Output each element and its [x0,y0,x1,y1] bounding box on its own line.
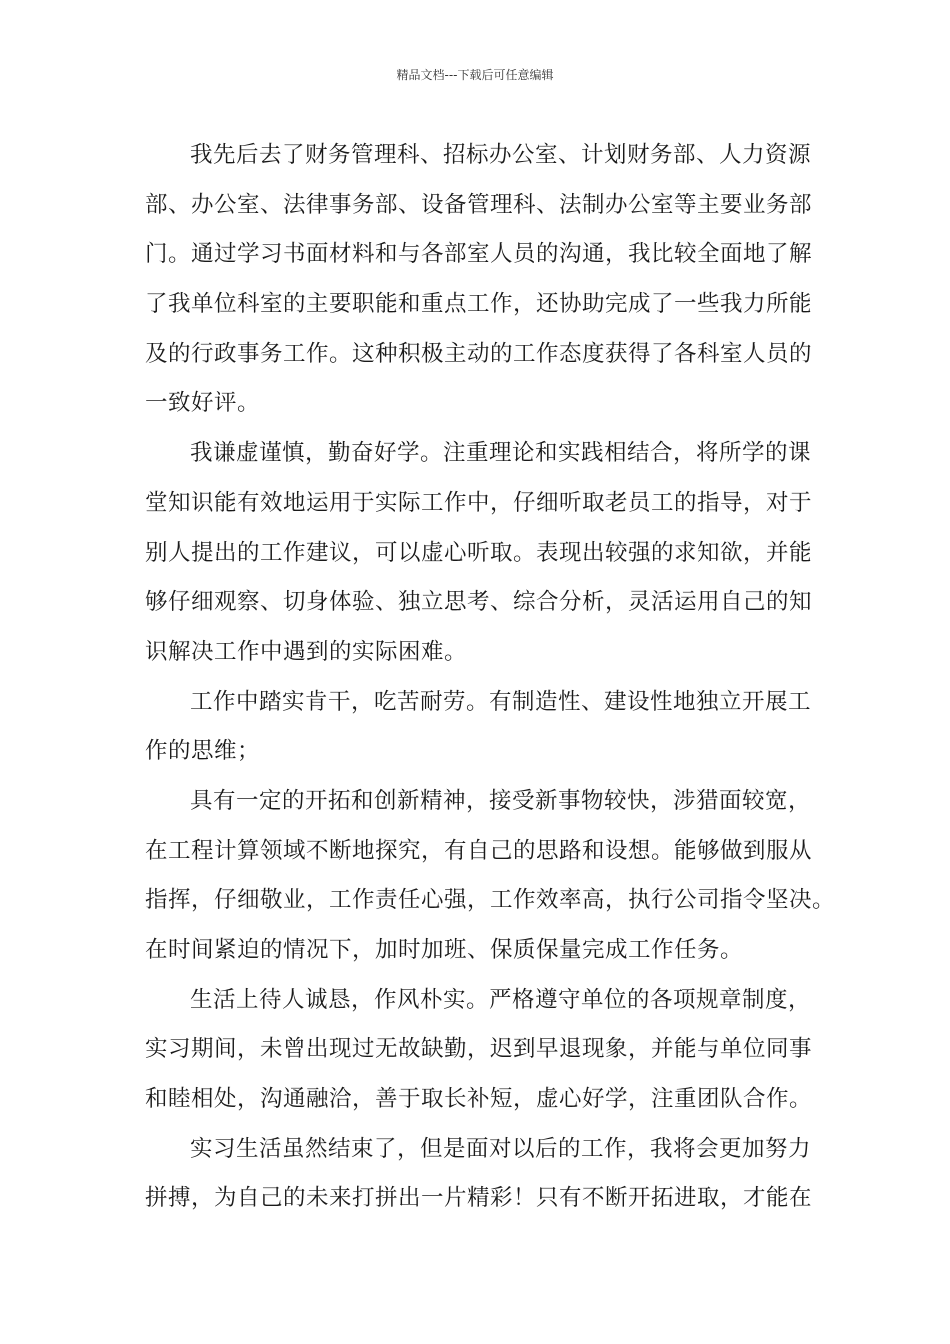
text-line: 一致好评。 [145,390,261,417]
text-line: 在工程计算领域不断地探究，有自己的思路和设想。能够做到服从 [145,837,813,864]
text-line: 识解决工作中遇到的实际困难。 [145,638,468,665]
text-line: 拼搏，为自己的未来打拼出一片精彩！只有不断开拓进取，才能在 [145,1185,813,1212]
text-line: 及的行政事务工作。这种积极主动的工作态度获得了各科室人员的 [145,340,813,367]
text-line: 具有一定的开拓和创新精神，接受新事物较快，涉猎面较宽， [190,787,812,814]
text-line: 我先后去了财务管理科、招标办公室、计划财务部、人力资源 [190,142,812,168]
text-line: 实习期间，未曾出现过无故缺勤，迟到早退现象，并能与单位同事 [145,1036,813,1063]
text-line: 在时间紧迫的情况下，加时加班、保质保量完成工作任务。 [145,937,744,963]
text-line: 指挥，仔细敬业，工作责任心强，工作效率高，执行公司指令坚决。 [145,887,836,914]
text-line: 工作中踏实肯干，吃苦耐劳。有制造性、建设性地独立开展工 [190,688,812,715]
text-line: 够仔细观察、切身体验、独立思考、综合分析，灵活运用自己的知 [145,589,813,616]
text-line: 门。通过学习书面材料和与各部室人员的沟通，我比较全面地了解 [145,241,813,268]
text-line: 生活上待人诚恳，作风朴实。严格遵守单位的各项规章制度， [190,986,812,1013]
text-line: 了我单位科室的主要职能和重点工作，还协助完成了一些我力所能 [145,291,813,318]
text-line: 作的思维； [145,738,261,765]
text-line: 别人提出的工作建议，可以虚心听取。表现出较强的求知欲，并能 [145,539,813,566]
page-header: 精品文档---下载后可任意编辑 [396,68,554,82]
text-line: 我谦虚谨慎，勤奋好学。注重理论和实践相结合，将所学的课 [190,440,812,467]
text-line: 实习生活虽然结束了，但是面对以后的工作，我将会更加努力 [190,1135,812,1162]
text-line: 堂知识能有效地运用于实际工作中，仔细听取老员工的指导，对于 [145,489,813,516]
text-line: 和睦相处，沟通融洽，善于取长补短，虚心好学，注重团队合作。 [145,1086,813,1113]
document-body [145,131,836,1224]
text-line: 部、办公室、法律事务部、设备管理科、法制办公室等主要业务部 [145,191,813,218]
